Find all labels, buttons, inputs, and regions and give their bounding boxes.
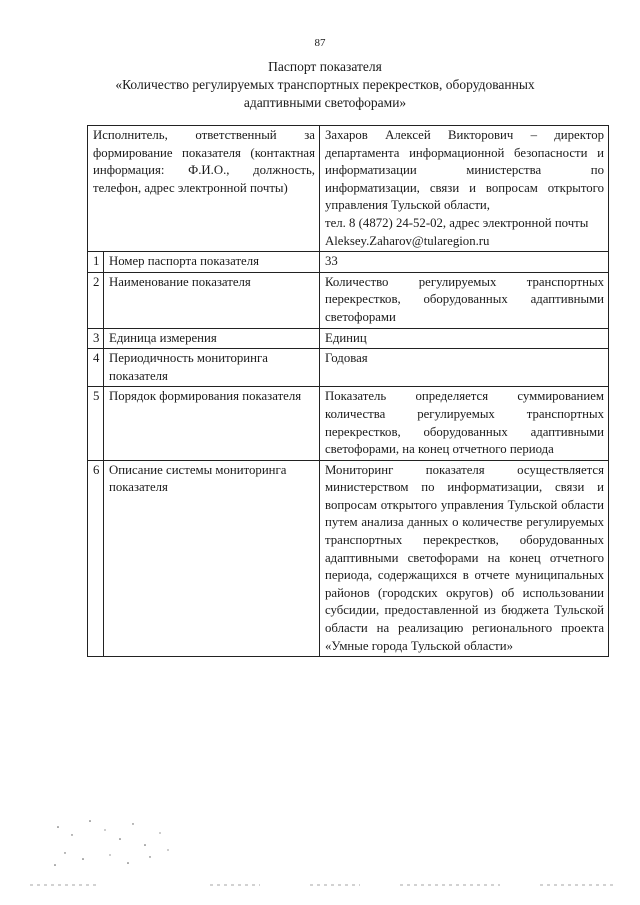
title-line-1: Паспорт показателя — [268, 59, 382, 74]
row-number: 2 — [88, 272, 104, 328]
table-row — [88, 387, 609, 460]
row-label: Описание системы мониторинга показателя — [104, 460, 320, 657]
row-value: Мониторинг показателя осуществляется министерством по информатизации, связи и вопросам открытого управления Тульской области путем анализа данных о количестве регулируемых транспортных перекрестков, оборудованных адаптивными светофорами на конец отчетного периода, содержащихся в отчете муниципальных районов (городских округов) об использовании субсидии, предоставленной из бюджета Тульской области на реализацию регионального проекта «Умные города Тульской области» — [320, 460, 609, 657]
executor-email-text: Aleksey.Zaharov@tularegion.ru — [325, 233, 490, 248]
page-number: 87 — [314, 37, 326, 49]
table-row — [88, 328, 609, 349]
row-label: Номер паспорта показателя — [104, 252, 320, 273]
row-value: Количество регулируемых транспортных перекрестков, оборудованных адаптивными светофорами — [320, 272, 609, 328]
indicator-passport-table — [87, 125, 609, 657]
row-number: 4 — [88, 349, 104, 387]
title-line-2: «Количество регулируемых транспортных перекрестков, оборудованных — [115, 77, 535, 92]
executor-value-cell — [320, 126, 609, 252]
row-number: 6 — [88, 460, 104, 657]
row-number: 1 — [88, 252, 104, 273]
row-label: Единица измерения — [104, 328, 320, 349]
title-line-3: адаптивными светофорами» — [243, 95, 407, 110]
table-row — [88, 272, 609, 328]
row-number: 3 — [88, 328, 104, 349]
table-row — [88, 460, 609, 657]
table-row — [88, 349, 609, 387]
row-value: Показатель определяется суммированием количества регулируемых транспортных перекрестков, оборудованных адаптивными светофорами, на конец отчетного периода — [320, 387, 609, 460]
row-label: Порядок формирования показателя — [104, 387, 320, 460]
table-row-executor — [88, 126, 609, 252]
executor-label-cell: Исполнитель, ответственный за формирование показателя (контактная информация: Ф.И.О., должность, телефон, адрес электронной почты) — [88, 126, 320, 252]
executor-phone-text: тел. 8 (4872) 24-52-02, адрес электронной почты — [325, 215, 589, 230]
scan-specks — [50, 815, 180, 870]
table-row — [88, 252, 609, 273]
row-value: Годовая — [320, 349, 609, 387]
executor-name-text: Захаров Алексей Викторович – директор департамента информационной безопасности и информатизации министерства по информатизации, связи и вопросам открытого управления Тульской области, — [325, 128, 604, 213]
row-label: Периодичность мониторинга показателя — [104, 349, 320, 387]
row-label: Наименование показателя — [104, 272, 320, 328]
row-number: 5 — [88, 387, 104, 460]
scan-dust-line — [30, 883, 620, 887]
document-title — [60, 58, 590, 112]
row-value: Единиц — [320, 328, 609, 349]
row-value: 33 — [320, 252, 609, 273]
